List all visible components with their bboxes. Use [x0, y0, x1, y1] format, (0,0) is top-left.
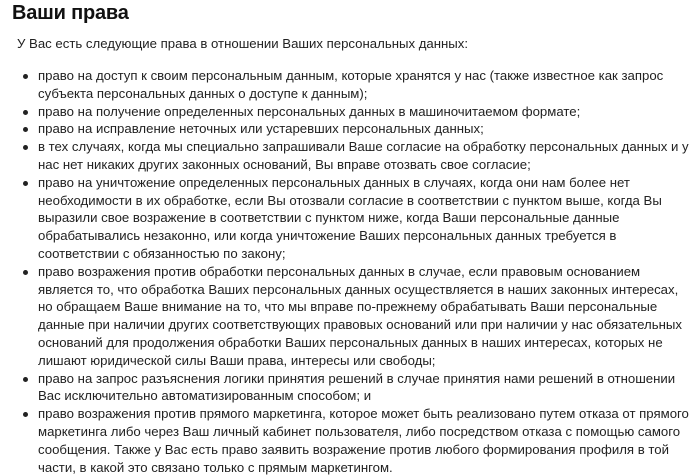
list-item	[22, 263, 690, 370]
list-item-text: право на исправление неточных или устаревших персональных данных;	[38, 121, 484, 137]
list-item	[22, 174, 690, 263]
list-item	[22, 405, 690, 476]
list-item-text: в тех случаях, когда мы специально запрашивали Ваше согласие на обработку персональных данных и у нас нет никаких других законных оснований, Вы вправе отозвать свое согласие;	[38, 139, 689, 172]
list-item-text: право на доступ к своим персональным данным, которые хранятся у нас (также известное как запрос субъекта персональных данных о доступе к данным);	[38, 68, 664, 101]
bullet-icon	[23, 74, 28, 79]
rights-list	[22, 67, 690, 476]
intro-text: У Вас есть следующие права в отношении Ваших персональных данных:	[17, 36, 469, 51]
list-item-text: право на получение определенных персональных данных в машиночитаемом формате;	[38, 103, 581, 119]
list-item-text: право возражения против обработки персональных данных в случае, если правовым основанием является то, что обработка Ваших персональных данных осуществляется в наших законных интересах, но обращаем Ваше внимание на то, что мы вправе по-прежнему обрабатывать Ваши персональные данные при наличии других соответствующих правовых оснований или при наличии у нас обязательных оснований для продолжения обработки Ваших персональных данных в наших интересах, которых не лишают юридической силы Ваши права, интересы или свободы;	[38, 263, 682, 368]
page-title: Ваши права	[12, 2, 129, 24]
list-item-text: право на уничтожение определенных персональных данных в случаях, когда они нам более нет необходимости в их обработке, если Вы отозвали согласие в соответствии с пунктом выше, когда Вы выразили свое возражение в соответствии с пунктом ниже, когда Ваши персональные данные обрабатывались незаконно, или когда уничтожение Ваших персональных данных требуется в соответствии с обязанностью по закону;	[38, 174, 662, 261]
bullet-icon	[23, 110, 28, 115]
list-item	[22, 103, 690, 121]
list-item	[22, 67, 690, 103]
bullet-icon	[23, 270, 28, 275]
bullet-icon	[23, 145, 28, 150]
bullet-icon	[23, 377, 28, 382]
bullet-icon	[23, 412, 28, 417]
list-item-text: право на запрос разъяснения логики принятия решений в случае принятия нами решений в отношении Вас исключительно автоматизированным способом; и	[38, 370, 676, 404]
list-item	[22, 370, 690, 406]
list-item	[22, 138, 690, 174]
bullet-icon	[23, 127, 28, 132]
bullet-icon	[23, 181, 28, 186]
list-item-text: право возражения против прямого маркетинга, которое может быть реализовано путем отказа от прямого маркетинга либо через Ваш личный кабинет пользователя, либо посредством отказа с помощью самого сообщения. Также у Вас есть право заявить возражение против любого формирования профиля в той части, в какой это связано только с прямым маркетингом.	[38, 406, 689, 475]
list-item	[22, 120, 690, 138]
